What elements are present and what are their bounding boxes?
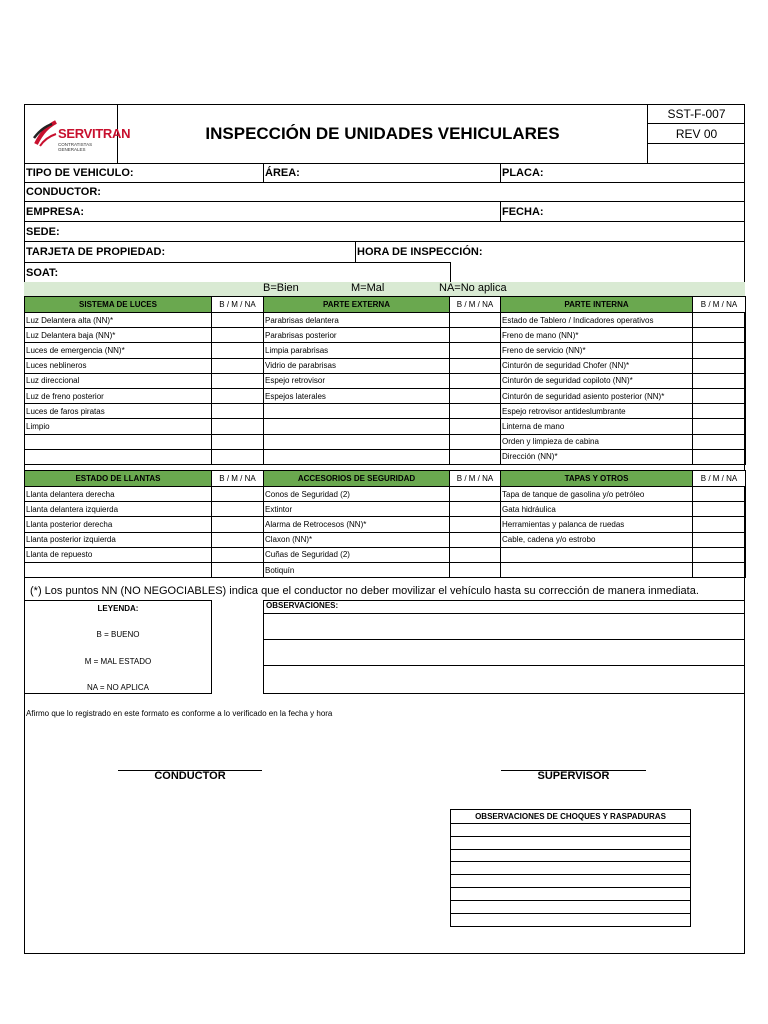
rating-cell[interactable] bbox=[212, 388, 264, 403]
empresa-field[interactable] bbox=[24, 202, 500, 221]
header-bm-na: B / M / NA bbox=[212, 471, 264, 487]
tarjeta-label: TARJETA DE PROPIEDAD: bbox=[26, 246, 166, 258]
soat-label: SOAT: bbox=[26, 266, 59, 279]
nn-note: (*) Los puntos NN (NO NEGOCIABLES) indica que el conductor no deber movilizar el vehículo hasta su corrección de manera inmediata. bbox=[30, 585, 699, 597]
table-row bbox=[25, 449, 746, 464]
choques-line[interactable] bbox=[451, 914, 690, 927]
table-row bbox=[25, 388, 746, 403]
choques-line[interactable] bbox=[451, 850, 690, 863]
rating-cell[interactable] bbox=[450, 517, 501, 532]
item-label: Parabrisas posterior bbox=[264, 328, 450, 343]
leyenda-mal: M = MAL ESTADO bbox=[84, 657, 152, 666]
item-label: Extintor bbox=[264, 502, 450, 517]
choques-line[interactable] bbox=[451, 888, 690, 901]
choques-line[interactable] bbox=[451, 901, 690, 914]
fecha-label: FECHA: bbox=[502, 205, 544, 218]
item-label: Claxon (NN)* bbox=[264, 532, 450, 547]
fecha-field[interactable] bbox=[500, 202, 745, 221]
inspection-table-2 bbox=[24, 470, 746, 578]
rating-cell[interactable] bbox=[693, 547, 746, 562]
rating-cell[interactable] bbox=[212, 419, 264, 434]
item-label: Llanta posterior izquierda bbox=[25, 532, 212, 547]
rating-cell[interactable] bbox=[212, 404, 264, 419]
empresa-label: EMPRESA: bbox=[26, 205, 85, 218]
table-row bbox=[25, 532, 746, 547]
rating-cell[interactable] bbox=[693, 449, 746, 464]
table-row bbox=[25, 562, 746, 577]
rating-cell[interactable] bbox=[450, 449, 501, 464]
table-row bbox=[25, 404, 746, 419]
leyenda-box bbox=[24, 600, 212, 694]
item-label: Espejos laterales bbox=[264, 388, 450, 403]
item-label: Llanta de repuesto bbox=[25, 547, 212, 562]
legend-bar bbox=[24, 282, 745, 296]
choques-line[interactable] bbox=[451, 837, 690, 850]
rating-cell[interactable] bbox=[212, 532, 264, 547]
item-label: Luz de freno posterior bbox=[25, 388, 212, 403]
rating-cell[interactable] bbox=[693, 517, 746, 532]
item-label: Llanta posterior derecha bbox=[25, 517, 212, 532]
item-label: Cinturón de seguridad Chofer (NN)* bbox=[501, 358, 693, 373]
item-label: Gata hidráulica bbox=[501, 502, 693, 517]
table-row bbox=[25, 547, 746, 562]
info-row-1 bbox=[24, 164, 745, 183]
item-label: Tapa de tanque de gasolina y/o petróleo bbox=[501, 487, 693, 502]
rating-cell[interactable] bbox=[212, 343, 264, 358]
rating-cell[interactable] bbox=[693, 373, 746, 388]
header-sistema-luces: SISTEMA DE LUCES bbox=[25, 297, 212, 313]
header-bm-na: B / M / NA bbox=[450, 471, 501, 487]
logo-tagline: CONTRATISTAS GENERALES bbox=[58, 142, 93, 152]
rating-cell[interactable] bbox=[212, 328, 264, 343]
item-label bbox=[501, 547, 693, 562]
rating-cell[interactable] bbox=[450, 419, 501, 434]
rating-cell[interactable] bbox=[450, 404, 501, 419]
rating-cell[interactable] bbox=[212, 547, 264, 562]
rating-cell[interactable] bbox=[212, 373, 264, 388]
table-row bbox=[25, 373, 746, 388]
header-bm-na: B / M / NA bbox=[693, 471, 746, 487]
item-label: Freno de servicio (NN)* bbox=[501, 343, 693, 358]
soat-field[interactable] bbox=[24, 262, 451, 282]
header-parte-externa: PARTE EXTERNA bbox=[264, 297, 450, 313]
table-row bbox=[25, 502, 746, 517]
observaciones-line[interactable] bbox=[264, 614, 744, 640]
choques-line[interactable] bbox=[451, 824, 690, 837]
item-label bbox=[264, 419, 450, 434]
item-label: Parabrisas delantera bbox=[264, 313, 450, 328]
item-label: Cable, cadena y/o estrobo bbox=[501, 532, 693, 547]
rating-cell[interactable] bbox=[212, 502, 264, 517]
rating-cell[interactable] bbox=[450, 532, 501, 547]
header-estado-llantas: ESTADO DE LLANTAS bbox=[25, 471, 212, 487]
item-label bbox=[25, 562, 212, 577]
rating-cell[interactable] bbox=[450, 343, 501, 358]
rating-cell[interactable] bbox=[693, 434, 746, 449]
leyenda-bueno: B = BUENO bbox=[96, 630, 140, 639]
document-code: SST-F-007 bbox=[648, 104, 745, 124]
item-label bbox=[501, 562, 693, 577]
header-bm-na: B / M / NA bbox=[450, 297, 501, 313]
item-label: Luces de faros piratas bbox=[25, 404, 212, 419]
observaciones-box bbox=[263, 600, 745, 694]
header-accesorios-seguridad: ACCESORIOS DE SEGURIDAD bbox=[264, 471, 450, 487]
rating-cell[interactable] bbox=[450, 487, 501, 502]
item-label: Estado de Tablero / Indicadores operativos bbox=[501, 313, 693, 328]
rating-cell[interactable] bbox=[450, 373, 501, 388]
hora-label: HORA DE INSPECCIÓN: bbox=[357, 246, 483, 258]
placa-field[interactable] bbox=[500, 164, 745, 182]
table-row bbox=[25, 434, 746, 449]
item-label: Orden y limpieza de cabina bbox=[501, 434, 693, 449]
inspection-table-1 bbox=[24, 296, 746, 465]
rating-cell[interactable] bbox=[693, 358, 746, 373]
legend-na: NA=No aplica bbox=[439, 282, 507, 294]
observaciones-line[interactable] bbox=[264, 640, 744, 666]
rating-cell[interactable] bbox=[693, 328, 746, 343]
item-label: Vidrio de parabrisas bbox=[264, 358, 450, 373]
header-tapas-otros: TAPAS Y OTROS bbox=[501, 471, 693, 487]
rating-cell[interactable] bbox=[212, 313, 264, 328]
table-row bbox=[25, 313, 746, 328]
item-label: Luces de emergencia (NN)* bbox=[25, 343, 212, 358]
observaciones-line[interactable] bbox=[264, 666, 744, 692]
table-row bbox=[25, 419, 746, 434]
rating-cell[interactable] bbox=[450, 562, 501, 577]
item-label: Luces neblineros bbox=[25, 358, 212, 373]
item-label bbox=[264, 449, 450, 464]
company-logo bbox=[24, 104, 131, 164]
table-row bbox=[25, 358, 746, 373]
item-label: Espejo retrovisor bbox=[264, 373, 450, 388]
item-label bbox=[264, 404, 450, 419]
rating-cell[interactable] bbox=[693, 343, 746, 358]
tipo-vehiculo-label: TIPO DE VEHICULO: bbox=[26, 167, 134, 179]
rating-cell[interactable] bbox=[450, 358, 501, 373]
item-label: Luz Delantera baja (NN)* bbox=[25, 328, 212, 343]
tipo-vehiculo-field[interactable] bbox=[24, 164, 263, 182]
leyenda-na: NA = NO APLICA bbox=[86, 683, 150, 692]
item-label: Luz Delantera alta (NN)* bbox=[25, 313, 212, 328]
document-code-box bbox=[647, 104, 745, 164]
legend-mal: M=Mal bbox=[351, 282, 385, 294]
item-label: Linterna de mano bbox=[501, 419, 693, 434]
choques-raspaduras-title: OBSERVACIONES DE CHOQUES Y RASPADURAS bbox=[451, 810, 690, 824]
header-bm-na: B / M / NA bbox=[212, 297, 264, 313]
conductor-label: CONDUCTOR: bbox=[26, 186, 101, 198]
rating-cell[interactable] bbox=[212, 358, 264, 373]
logo-swoosh-icon bbox=[32, 118, 58, 148]
conductor-signature-label: CONDUCTOR bbox=[154, 770, 226, 782]
rating-cell[interactable] bbox=[450, 313, 501, 328]
table-row bbox=[25, 517, 746, 532]
item-label: Alarma de Retrocesos (NN)* bbox=[264, 517, 450, 532]
item-label: Botiquín bbox=[264, 562, 450, 577]
choques-line[interactable] bbox=[451, 862, 690, 875]
item-label: Espejo retrovisor antideslumbrante bbox=[501, 404, 693, 419]
area-label: ÁREA: bbox=[265, 167, 300, 179]
legend-bien: B=Bien bbox=[263, 282, 299, 294]
rating-cell[interactable] bbox=[212, 449, 264, 464]
conductor-field[interactable] bbox=[24, 183, 745, 201]
rating-cell[interactable] bbox=[450, 388, 501, 403]
tarjeta-field[interactable] bbox=[24, 242, 355, 262]
rating-cell[interactable] bbox=[212, 517, 264, 532]
rating-cell[interactable] bbox=[450, 434, 501, 449]
document-revision: REV 00 bbox=[648, 124, 745, 144]
rating-cell[interactable] bbox=[212, 562, 264, 577]
supervisor-signature-label: SUPERVISOR bbox=[537, 770, 610, 782]
rating-cell[interactable] bbox=[693, 404, 746, 419]
header-parte-interna: PARTE INTERNA bbox=[501, 297, 693, 313]
sede-label: SEDE: bbox=[26, 225, 60, 238]
item-label: Llanta delantera derecha bbox=[25, 487, 212, 502]
observaciones-title: OBSERVACIONES: bbox=[264, 601, 744, 614]
item-label: Freno de mano (NN)* bbox=[501, 328, 693, 343]
header-bm-na: B / M / NA bbox=[693, 297, 746, 313]
sede-field[interactable] bbox=[24, 222, 745, 241]
document-code-blank bbox=[648, 144, 745, 164]
item-label: Llanta delantera izquierda bbox=[25, 502, 212, 517]
placa-label: PLACA: bbox=[502, 167, 544, 179]
table-row bbox=[25, 343, 746, 358]
rating-cell[interactable] bbox=[450, 547, 501, 562]
item-label: Limpio bbox=[25, 419, 212, 434]
hora-field[interactable] bbox=[355, 242, 745, 262]
item-label bbox=[25, 434, 212, 449]
rating-cell[interactable] bbox=[693, 313, 746, 328]
rating-cell[interactable] bbox=[450, 502, 501, 517]
item-label: Luz direccional bbox=[25, 373, 212, 388]
info-row-4 bbox=[24, 222, 745, 242]
item-label: Herramientas y palanca de ruedas bbox=[501, 517, 693, 532]
rating-cell[interactable] bbox=[693, 419, 746, 434]
logo-brand-text: SERVITRAN bbox=[58, 126, 131, 141]
rating-cell[interactable] bbox=[693, 562, 746, 577]
rating-cell[interactable] bbox=[212, 487, 264, 502]
info-row-3 bbox=[24, 202, 745, 222]
table-row bbox=[25, 328, 746, 343]
rating-cell[interactable] bbox=[693, 532, 746, 547]
item-label: Limpia parabrisas bbox=[264, 343, 450, 358]
affirmation-text: Afirmo que lo registrado en este formato es conforme a lo verificado en la fecha y hora bbox=[26, 709, 333, 718]
rating-cell[interactable] bbox=[693, 502, 746, 517]
form-title: INSPECCIÓN DE UNIDADES VEHICULARES bbox=[118, 104, 647, 164]
info-row-5 bbox=[24, 242, 745, 262]
table-row bbox=[25, 487, 746, 502]
area-field[interactable] bbox=[263, 164, 501, 182]
info-row-2 bbox=[24, 183, 745, 202]
rating-cell[interactable] bbox=[450, 328, 501, 343]
rating-cell[interactable] bbox=[212, 434, 264, 449]
item-label: Cinturón de seguridad copiloto (NN)* bbox=[501, 373, 693, 388]
item-label bbox=[264, 434, 450, 449]
item-label: Conos de Seguridad (2) bbox=[264, 487, 450, 502]
item-label: Cuñas de Seguridad (2) bbox=[264, 547, 450, 562]
leyenda-title: LEYENDA: bbox=[97, 604, 139, 613]
item-label: Cinturón de seguridad asiento posterior (NN)* bbox=[501, 388, 693, 403]
rating-cell[interactable] bbox=[693, 388, 746, 403]
choques-line[interactable] bbox=[451, 875, 690, 888]
choques-raspaduras-box bbox=[450, 809, 691, 927]
rating-cell[interactable] bbox=[693, 487, 746, 502]
item-label bbox=[25, 449, 212, 464]
item-label: Dirección (NN)* bbox=[501, 449, 693, 464]
